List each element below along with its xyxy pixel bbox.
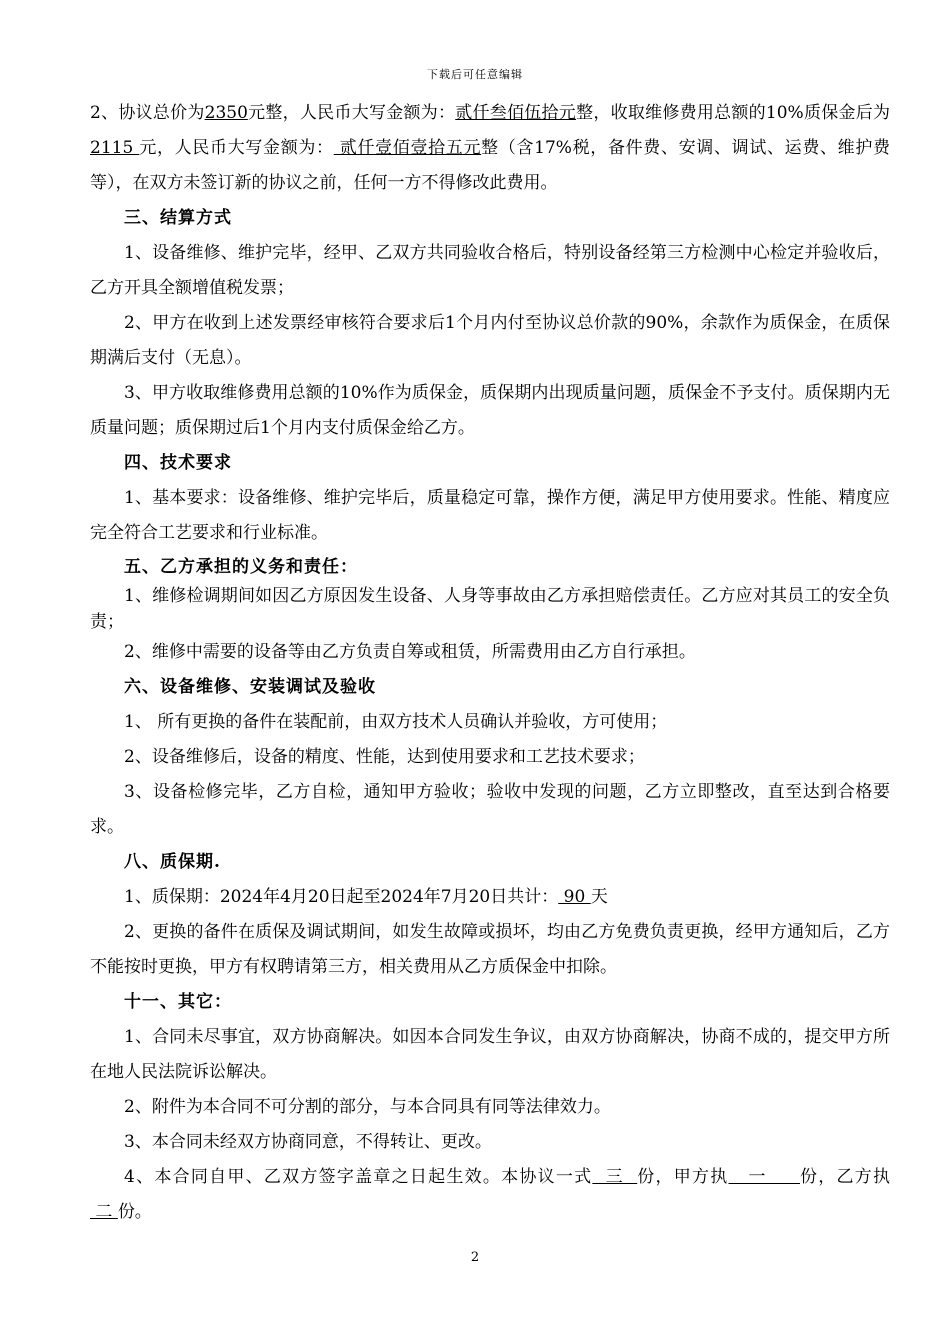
page-number: 2 [470,1250,480,1265]
text: 天 [590,887,608,907]
text: 整，收取维修费用总额的10%质保金后为 [576,103,890,123]
text: 份，乙方执 [800,1167,891,1187]
text: 元整，人民币大写金额为： [247,103,456,123]
text: 份。 [117,1202,152,1222]
section-heading: 六、设备维修、安装调试及验收 [124,677,376,697]
section-heading: 八、质保期. [124,852,221,872]
net-price-words: 贰仟壹佰壹拾五元 [333,138,482,158]
effective-clause [90,1160,890,1230]
clause: 1、设备维修、维护完毕，经甲、乙双方共同验收合格后，特别设备经第三方检测中心检定并验收后，乙方开具全额增值税发票； [90,243,890,298]
clause: 3、设备检修完毕，乙方自检，通知甲方验收；验收中发现的问题，乙方立即整改，直至达到合格要求。 [90,782,890,837]
warranty-clause [90,880,890,915]
clause: 2、更换的备件在质保及调试期间，如发生故障或损坏，均由乙方免费负责更换，经甲方通知后，乙方不能按时更换，甲方有权聘请第三方，相关费用从乙方质保金中扣除。 [90,922,890,977]
party-b-copies: 二 [90,1202,118,1222]
section-heading: 十一、其它： [124,992,232,1012]
section-heading: 三、结算方式 [124,208,232,228]
text: 元，人民币大写金额为： [139,138,334,158]
total-price: 2350 [204,103,248,123]
text: 份，甲方执 [637,1167,729,1187]
section-heading: 四、技术要求 [124,453,232,473]
section-heading: 五、乙方承担的义务和责任： [124,557,358,577]
clause: 1、基本要求：设备维修、维护完毕后，质量稳定可靠，操作方便，满足甲方使用要求。性能、精度应完全符合工艺要求和行业标准。 [90,488,890,543]
price-paragraph [90,96,890,201]
clause: 2、附件为本合同不可分割的部分，与本合同具有同等法律效力。 [124,1097,611,1117]
net-price: 2115 [90,138,140,158]
clause: 3、本合同未经双方协商同意，不得转让、更改。 [124,1132,492,1152]
text: 2、协议总价为 [90,103,205,123]
party-a-copies: 一 [728,1167,800,1187]
clause: 1、合同未尽事宜，双方协商解决。如因本合同发生争议，由双方协商解决，协商不成的，提交甲方所在地人民法院诉讼解决。 [90,1027,890,1082]
warranty-days: 90 [558,887,591,907]
document-body [90,96,890,1230]
clause: 2、维修中需要的设备等由乙方负责自筹或租赁，所需费用由乙方自行承担。 [124,642,696,662]
clause: 3、甲方收取维修费用总额的10%作为质保金，质保期内出现质量问题，质保金不予支付。质保期内无质量问题；质保期过后1个月内支付质保金给乙方。 [90,383,890,438]
clause: 2、甲方在收到上述发票经审核符合要求后1个月内付至协议总价款的90%，余款作为质保金，在质保期满后支付（无息）。 [90,313,890,368]
page-header: 下载后可任意编辑 [427,68,523,81]
text: 整（含17%税，备件费、安调、调试、运费、维护费等），在双方未签订新的协议之前，任何一方不得修改此费用。 [90,138,891,193]
text: 4、本合同自甲、乙双方签字盖章之日起生效。本协议一式 [124,1167,593,1187]
clause: 1、 所有更换的备件在装配前，由双方技术人员确认并验收，方可使用； [124,712,668,732]
clause: 1、维修检调期间如因乙方原因发生设备、人身等事故由乙方承担赔偿责任。乙方应对其员工的安全负责； [90,586,890,632]
copies-count: 三 [592,1167,638,1187]
total-price-words: 贰仟叁佰伍拾元 [455,103,577,123]
text: 1、质保期：2024年4月20日起至2024年7月20日共计： [124,887,559,907]
clause: 2、设备维修后，设备的精度、性能，达到使用要求和工艺技术要求； [124,747,645,767]
